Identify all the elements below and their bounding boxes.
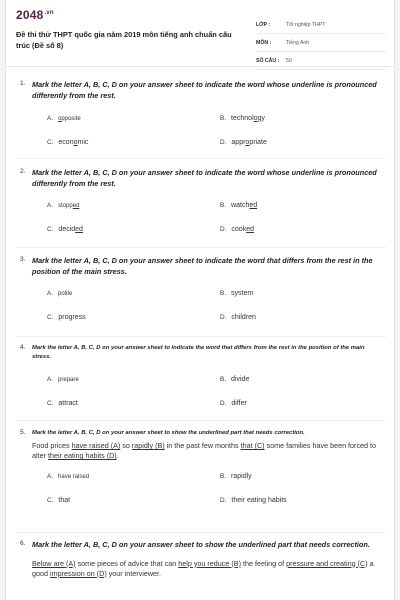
option-letter: C. xyxy=(47,400,54,407)
divider xyxy=(16,420,386,421)
option-c[interactable] xyxy=(47,314,86,321)
option-letter: D. xyxy=(220,226,227,233)
option-text: differ xyxy=(231,400,247,407)
underlined-part-d: their eating habits (D) xyxy=(47,451,117,460)
question-number: 3. xyxy=(20,256,26,263)
question-text: Mark the letter A, B, C, D on your answer sheet to indicate the word whose underline is pronounced differently from the rest. xyxy=(32,168,377,188)
option-underline: o xyxy=(58,116,62,122)
option-text: rapidly xyxy=(231,473,252,480)
underlined-part-a: Below are (A) xyxy=(32,558,76,568)
options xyxy=(32,473,382,509)
question-sentence xyxy=(32,559,382,579)
divider xyxy=(16,336,386,337)
option-underline: ed xyxy=(72,203,80,209)
option-underline: ed xyxy=(246,226,254,233)
sentence-text: the feeling of xyxy=(240,558,287,568)
option-text-part: watch xyxy=(231,202,250,209)
option-underline: o xyxy=(73,139,78,146)
sentence-text: so xyxy=(120,441,132,450)
option-letter: A. xyxy=(47,473,54,480)
option-letter: A. xyxy=(47,202,54,209)
option-text xyxy=(231,139,266,146)
exam-page xyxy=(5,0,395,600)
option-b[interactable] xyxy=(220,202,257,209)
option-c[interactable] xyxy=(47,400,78,407)
option-d[interactable] xyxy=(220,314,256,321)
sentence-text: in the past few months xyxy=(164,441,241,450)
option-d[interactable] xyxy=(220,400,247,407)
question-number: 1. xyxy=(20,80,26,87)
question-number: 6. xyxy=(20,540,26,547)
option-c[interactable] xyxy=(47,139,88,146)
meta-row-count xyxy=(256,52,386,70)
question-1 xyxy=(20,80,382,151)
option-letter: D. xyxy=(220,400,227,407)
site-logo[interactable] xyxy=(16,8,54,22)
option-letter: C. xyxy=(47,226,54,233)
option-c[interactable] xyxy=(47,497,70,504)
meta-key: MÔN : xyxy=(256,39,272,46)
meta-value: Tiếng Anh xyxy=(286,39,310,46)
option-text xyxy=(58,116,81,122)
option-text xyxy=(231,115,265,122)
option-letter: B. xyxy=(220,376,227,383)
question-5 xyxy=(20,429,382,509)
option-a[interactable] xyxy=(47,202,79,209)
option-text-part: mic xyxy=(77,139,89,146)
option-letter: C. xyxy=(47,139,54,146)
meta-row-subject xyxy=(256,34,386,52)
underlined-part-b: help you reduce (B) xyxy=(178,558,241,568)
question-sentence xyxy=(32,441,382,461)
option-text xyxy=(58,203,79,209)
question-text: Mark the letter A, B, C, D on your answer sheet to indicate the word that differs from the rest in the position of the main stress. xyxy=(32,256,373,276)
option-letter: A. xyxy=(47,376,54,383)
divider xyxy=(16,247,386,248)
option-a[interactable] xyxy=(47,115,81,122)
option-text-part: cook xyxy=(231,226,247,233)
option-text-part: technol xyxy=(231,115,254,122)
question-number: 2. xyxy=(20,168,26,175)
option-b[interactable] xyxy=(220,290,253,297)
option-text: divide xyxy=(231,376,250,383)
meta-row-class xyxy=(256,16,386,34)
option-text-part: priate xyxy=(249,139,267,146)
underlined-part-b: rapidly (B) xyxy=(131,441,165,450)
options xyxy=(32,202,382,238)
option-text: polite xyxy=(58,291,73,297)
option-b[interactable] xyxy=(220,473,252,480)
sentence-text: . xyxy=(116,451,119,460)
option-letter: C. xyxy=(47,314,54,321)
underlined-part-c: pressure and creating (C) xyxy=(286,558,368,568)
question-text: Mark the letter A, B, C, D on your answer sheet to show the underlined part that needs correction. xyxy=(32,540,370,549)
option-letter: B. xyxy=(220,202,227,209)
option-d[interactable] xyxy=(220,226,254,233)
question-text: Mark the letter A, B, C, D on your answer sheet to indicate the word whose underline is pronounced differently from the rest. xyxy=(32,80,377,100)
option-text-part: gy xyxy=(257,115,265,122)
underlined-part-c: that (C) xyxy=(240,441,265,450)
option-letter: D. xyxy=(220,314,227,321)
option-text: prepare xyxy=(58,377,79,383)
option-text xyxy=(231,202,257,209)
option-text-part: econ xyxy=(58,139,74,146)
question-2 xyxy=(20,168,382,238)
divider xyxy=(16,532,386,533)
option-d[interactable] xyxy=(220,497,287,504)
option-letter: B. xyxy=(220,473,227,480)
option-letter: C. xyxy=(47,497,54,504)
exam-title: Đề thi thử THPT quốc gia năm 2019 môn tiếng anh chuẩn cấu trúc (Đề số 8) xyxy=(16,30,232,50)
option-text-part: decid xyxy=(58,226,76,233)
option-text: children xyxy=(231,314,256,321)
option-text: attract xyxy=(58,400,78,407)
option-c[interactable] xyxy=(47,226,83,233)
underlined-part-d: impression on (D) xyxy=(50,568,107,578)
option-letter: A. xyxy=(47,290,54,297)
question-text: Mark the letter A, B, C, D on your answer sheet to show the underlined part that needs correction. xyxy=(32,430,305,436)
option-text: their eating habits xyxy=(231,497,287,504)
logo-suffix: .vn xyxy=(44,10,54,16)
options xyxy=(32,290,382,326)
page-header xyxy=(6,0,394,67)
options xyxy=(32,115,382,151)
question-3 xyxy=(20,256,382,326)
option-text xyxy=(58,226,83,233)
option-text-part: appr xyxy=(231,139,246,146)
sentence-text: some pieces of advice that can xyxy=(75,558,179,568)
question-number: 5. xyxy=(20,429,26,436)
option-text: system xyxy=(231,290,254,297)
option-b[interactable] xyxy=(220,115,265,122)
question-number: 4. xyxy=(20,344,26,351)
option-letter: D. xyxy=(220,497,227,504)
sentence-text: some families have been forced to alter xyxy=(32,441,377,460)
meta-key: SỐ CÂU : xyxy=(256,57,280,64)
logo-text: 2048 xyxy=(16,8,44,22)
meta-value: 50 xyxy=(286,57,292,64)
option-letter: D. xyxy=(220,139,227,146)
option-text: have raised xyxy=(58,474,90,480)
option-letter: B. xyxy=(220,290,227,297)
option-underline: o xyxy=(245,139,250,146)
option-underline: o xyxy=(253,115,258,122)
option-b[interactable] xyxy=(220,376,249,383)
option-underline: ed xyxy=(249,202,258,209)
option-text: that xyxy=(58,497,71,504)
underlined-part-a: have raised (A) xyxy=(71,441,121,450)
option-letter: A. xyxy=(47,115,54,122)
sentence-text: a good xyxy=(32,558,374,578)
option-a[interactable] xyxy=(47,473,89,480)
option-text: progress xyxy=(58,314,86,321)
option-text xyxy=(58,139,88,146)
options xyxy=(32,376,382,412)
option-text-part: pposite xyxy=(61,116,81,122)
option-text-part: stopp xyxy=(58,203,73,209)
sentence-text: your interviewer. xyxy=(106,568,162,578)
option-text xyxy=(231,226,254,233)
divider xyxy=(16,158,386,159)
option-a[interactable] xyxy=(47,376,79,383)
question-4 xyxy=(20,344,382,412)
sentence-text: Food prices xyxy=(32,441,72,450)
option-a[interactable] xyxy=(47,290,72,297)
option-underline: ed xyxy=(75,226,83,233)
question-text: Mark the letter A, B, C, D on your answer sheet to indicate the word that differs from the rest in the position of the main stress. xyxy=(32,345,365,360)
meta-key: LỚP : xyxy=(256,21,271,28)
option-letter: B. xyxy=(220,115,227,122)
question-6 xyxy=(20,540,382,579)
exam-meta xyxy=(256,16,386,70)
option-d[interactable] xyxy=(220,139,267,146)
meta-value: Tốt nghiệp THPT xyxy=(286,21,326,28)
